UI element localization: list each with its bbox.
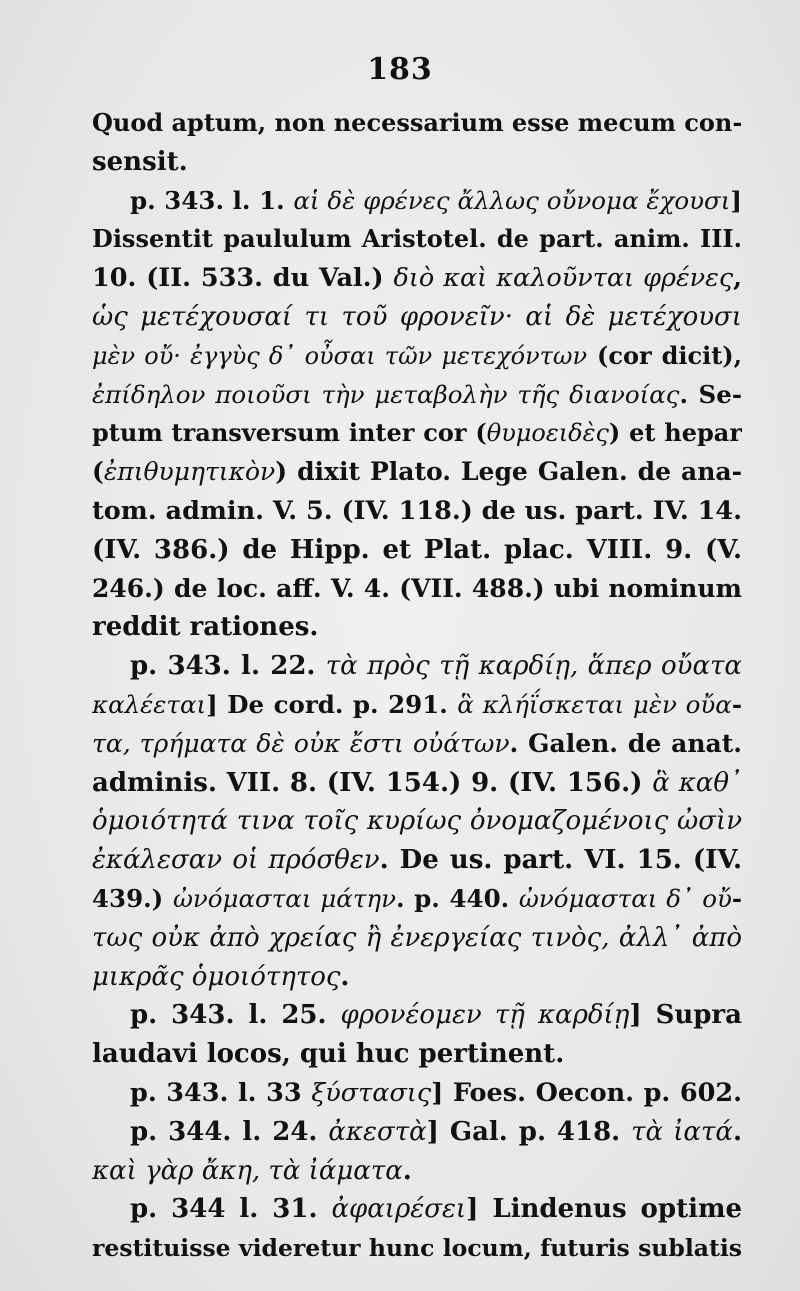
- greek-text: μικρᾶς ὁμοιότητος: [92, 961, 341, 992]
- text-line: p. 344 l. 31. ἀφαιρέσει] Lindenus optime: [130, 1194, 742, 1225]
- text-line: μικρᾶς ὁμοιότητος.: [92, 961, 350, 992]
- greek-text: διὸ καὶ καλοῦνται φρένες: [393, 263, 734, 294]
- greek-text: καὶ γὰρ ἄκη, τὰ ἰάματα: [92, 1155, 403, 1186]
- text-line: laudavi locos, qui huc pertinent.: [92, 1039, 565, 1070]
- text-line: (ἐπιθυμητικὸν) dixit Plato. Lege Galen. de ana-: [92, 457, 742, 487]
- text-line: μὲν οὔ· ἐγγὺς δ᾽ οὖσαι τῶν μετεχόντων (cor dicit),: [92, 340, 742, 370]
- greek-text: καλέεται: [92, 689, 207, 719]
- text-line: καλέεται] De cord. p. 291. ἃ κλήΐσκεται μὲν οὔα-: [92, 689, 742, 719]
- greek-text: ἃ κλήΐσκεται μὲν οὔα: [457, 689, 732, 719]
- text-line: [92, 919, 742, 958]
- text-line: 10. (II. 533. du Val.) διὸ καὶ καλοῦνται φρένες,: [92, 263, 742, 294]
- text-line: p. 344. l. 24. ἀκεστὰ] Gal. p. 418. τὰ ἰατά.: [130, 1116, 742, 1147]
- greek-text: τὰ ἰατά: [631, 1116, 733, 1147]
- text-line: ptum transversum inter cor (θυμοειδὲς) et hepar: [92, 418, 742, 448]
- text-line: ἐκάλεσαν οἱ πρόσθεν. De us. part. VI. 15. (IV.: [92, 845, 742, 876]
- text-line: p. 343. l. 22. τὰ πρὸς τῇ καρδίῃ, ἅπερ οὔατα: [130, 651, 742, 682]
- greek-text: φρονέομεν τῇ καρδίῃ: [340, 1000, 630, 1031]
- greek-text: ὠνόμασται μάτην: [172, 883, 396, 913]
- text-line: adminis. VII. 8. (IV. 154.) 9. (IV. 156.) ἃ καθ᾽: [92, 767, 742, 798]
- text-line: 439.) ὠνόμασται μάτην. p. 440. ὠνόμασται δ᾽ οὔ-: [92, 883, 742, 913]
- greek-text: αἱ δὲ φρένες ἄλλως οὔνομα ἔχουσι: [293, 185, 731, 215]
- text-line: Dissentit paululum Aristotel. de part. anim. III.: [92, 224, 742, 254]
- text-line: [92, 298, 742, 337]
- greek-text: ἃ καθ᾽: [652, 767, 742, 798]
- text-line: 246.) de loc. aff. V. 4. (VII. 488.) ubi nominum: [92, 573, 742, 603]
- greek-text: ἀκεστὰ: [328, 1116, 427, 1147]
- text-line: sensit.: [92, 146, 188, 177]
- text-line: tom. admin. V. 5. (IV. 118.) de us. part. IV. 14.: [92, 495, 742, 526]
- greek-text: ἀφαιρέσει: [331, 1194, 467, 1225]
- greek-text: θυμοειδὲς: [486, 419, 609, 448]
- text-line: Quod aptum, non necessarium esse mecum con-: [92, 108, 742, 137]
- greek-text: ἐκάλεσαν οἱ πρόσθεν: [92, 845, 380, 876]
- text-line: restituisse videretur hunc locum, futuris sublatis: [92, 1234, 742, 1263]
- greek-text: μὲν οὔ· ἐγγὺς δ᾽ οὖσαι τῶν μετεχόντων: [92, 341, 588, 370]
- text-line: p. 343. l. 25. φρονέομεν τῇ καρδίῃ] Supra: [130, 1000, 742, 1031]
- text-line: ἐπίδηλον ποιοῦσι τὴν μεταβολὴν τῆς διανοίας. Se-: [92, 379, 742, 409]
- greek-text: τως οὐκ ἀπὸ χρείας ἢ ἐνεργείας τινὸς, ἀλλ᾽ ἀπὸ: [92, 922, 742, 953]
- greek-text: ὠνόμασται δ᾽ οὔ: [518, 883, 732, 913]
- text-line: p. 343. l. 33 ξύστασις] Foes. Oecon. p. 602.: [130, 1077, 742, 1108]
- text-line: (IV. 386.) de Hipp. et Plat. plac. VIII. 9. (V.: [92, 534, 742, 565]
- greek-text: ἐπιθυμητικὸν: [103, 457, 276, 487]
- greek-text: ὡς μετέχουσαί τι τοῦ φρονεῖν· αἱ δὲ μετέχουσι: [92, 301, 742, 332]
- greek-text: τα, τρήματα δὲ οὐκ ἔστι οὐάτων: [92, 728, 510, 758]
- text-line: [92, 802, 742, 841]
- greek-text: ξύστασις: [311, 1077, 432, 1108]
- text-body: [92, 104, 742, 1268]
- greek-text: ἐπίδηλον ποιοῦσι τὴν μεταβολὴν τῆς διανοίας: [92, 379, 680, 409]
- page-number: 183: [367, 52, 433, 87]
- greek-text: ὁμοιότητά τινα τοῖς κυρίως ὀνομαζομένοις ὠσὶν: [92, 806, 742, 837]
- text-line: reddit rationes.: [92, 612, 319, 643]
- text-line: καὶ γὰρ ἄκη, τὰ ἰάματα.: [92, 1155, 412, 1186]
- text-line: τα, τρήματα δὲ οὐκ ἔστι οὐάτων. Galen. de anat.: [92, 728, 742, 758]
- text-line: p. 343. l. 1. αἱ δὲ φρένες ἄλλως οὔνομα ἔχουσι]: [130, 185, 742, 215]
- greek-text: τὰ πρὸς τῇ καρδίῃ, ἅπερ οὔατα: [325, 651, 742, 682]
